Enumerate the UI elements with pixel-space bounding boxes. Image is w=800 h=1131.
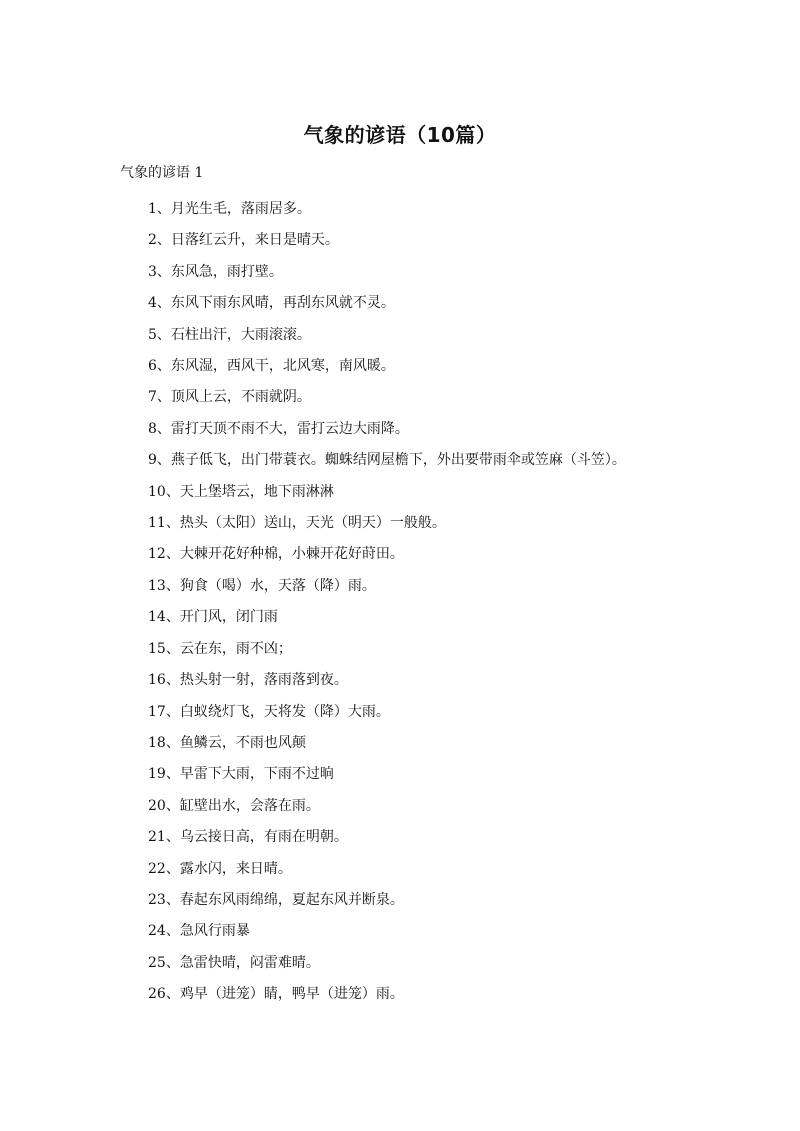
list-item: 2、日落红云升，来日是晴天。	[148, 232, 339, 249]
list-item: 18、鱼鳞云，不雨也风颠	[148, 734, 306, 751]
list-item: 4、东风下雨东风晴，再刮东风就不灵。	[148, 295, 395, 312]
list-item: 9、燕子低飞，出门带蓑衣。蜘蛛结网屋檐下，外出要带雨伞或笠麻（斗笠）。	[148, 452, 626, 469]
list-item: 14、开门风，闭门雨	[148, 609, 278, 626]
list-item: 16、热头射一射，落雨落到夜。	[148, 672, 348, 689]
list-item: 23、春起东风雨绵绵，夏起东风并断泉。	[148, 891, 404, 908]
list-item: 19、早雷下大雨，下雨不过晌	[148, 766, 334, 783]
proverb-list	[120, 194, 676, 1011]
list-item: 1、月光生毛，落雨居多。	[148, 201, 311, 217]
list-item: 10、天上堡塔云，地下雨淋淋	[148, 483, 334, 500]
list-item: 25、急雷快晴，闷雷难晴。	[148, 954, 320, 971]
list-item: 20、缸壁出水，会落在雨。	[148, 797, 320, 814]
list-item: 24、急风行雨暴	[148, 923, 250, 940]
list-item: 8、雷打天顶不雨不大，雷打云边大雨降。	[148, 420, 409, 437]
list-item: 26、鸡早（进笼）睛，鸭早（进笼）雨。	[148, 986, 404, 1003]
list-item: 15、云在东，雨不凶；	[148, 640, 292, 657]
section-heading: 气象的谚语 1	[120, 165, 204, 181]
list-item: 3、东风急，雨打壁。	[148, 263, 283, 280]
list-item: 13、狗食（喝）水，天落（降）雨。	[148, 577, 376, 594]
list-item: 7、顶风上云，不雨就阴。	[148, 389, 311, 406]
document-title: 气象的谚语（10篇）	[303, 123, 497, 147]
list-item: 5、石柱出汗，大雨滚滚。	[148, 326, 311, 343]
list-item: 12、大棘开花好种棉，小棘开花好莳田。	[148, 546, 404, 563]
list-item: 17、白蚁绕灯飞，天将发（降）大雨。	[148, 703, 390, 720]
list-item: 22、露水闪，来日晴。	[148, 860, 292, 877]
list-item: 11、热头（太阳）送山，天光（明天）一般般。	[148, 515, 446, 532]
list-item: 6、东风湿，西风干，北风寒，南风暖。	[148, 358, 395, 375]
list-item: 21、乌云接日高，有雨在明朝。	[148, 829, 348, 846]
